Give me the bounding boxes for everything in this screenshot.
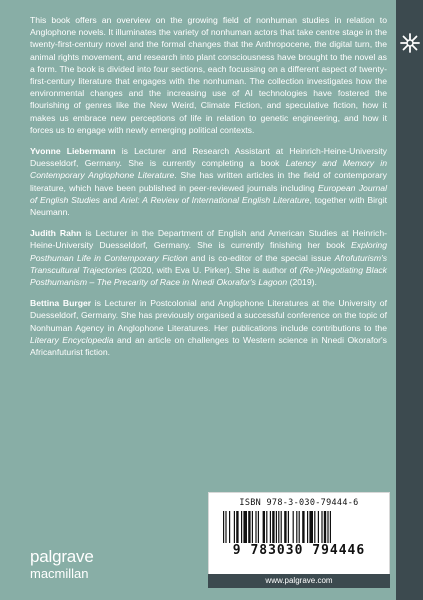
barcode-bar <box>318 511 319 543</box>
publisher-name-line1: palgrave <box>30 547 94 566</box>
barcode-bar <box>248 511 250 543</box>
barcode-bar <box>225 511 226 543</box>
barcode-digits: 9 783030 794446 <box>232 543 366 558</box>
barcode-bar <box>296 511 297 543</box>
barcode-bars <box>223 511 375 543</box>
barcode-bar <box>234 511 235 543</box>
barcode-bar <box>309 511 313 543</box>
publisher-logo <box>30 548 94 581</box>
palgrave-star-icon <box>396 30 423 58</box>
barcode-bar <box>266 511 267 543</box>
barcode-bar <box>258 511 259 543</box>
barcode-bar <box>288 511 289 543</box>
barcode-bar <box>293 511 294 543</box>
bio-liebermann: Yvonne Liebermann is Lecturer and Research Assistant at Heinrich-Heine-University Duesseldorf, Germany. She is currently completing a book Latency and Memory in Contemporary Anglophone Literature. She has written articles in the field of contemporary literature, which have been published in peer-reviewed journals including European Journal of English Studies and Ariel: A Review of International English Literature, together with Birgit Neumann. <box>30 146 388 218</box>
isbn-barcode <box>208 492 390 576</box>
barcode-bar <box>223 511 224 543</box>
barcode-bar <box>302 511 304 543</box>
barcode-bar <box>270 511 271 543</box>
publisher-name-line2: macmillan <box>30 566 89 581</box>
isbn-label: ISBN 978-3-030-79444-6 <box>239 498 359 508</box>
barcode-bar <box>229 511 230 543</box>
book-description: This book offers an overview on the growing field of nonhuman studies in relation to Anglophone novels. It illuminates the variety of nonhuman actors that take centre stage in the twenty-first-century novel and the formal changes that the Anthropocene, the digital turn, the animal rights movement, and research into plant consciousness have brought to the novel as a form. The book is divided into four sections, each focussing on a different aspect of twenty-first-century literature that engages with the nonhuman. The collection investigates how the environmental changes and the increasing use of AI technologies have fostered the flourishing of genres like the New Weird, Climate Fiction, and speculative fiction, how it makes us embrace new perceptions of life in relation to genetic engineering, and how it forces us to engage with newly emerging political contexts. <box>30 15 387 135</box>
barcode-bar <box>324 511 326 543</box>
barcode-bar <box>299 511 300 543</box>
barcode-bar <box>330 511 331 543</box>
barcode-bar <box>307 511 308 543</box>
barcode-bar <box>272 511 274 543</box>
barcode-bar <box>255 511 256 543</box>
cover-text <box>30 14 387 367</box>
barcode-bar <box>327 511 328 543</box>
barcode-bar <box>236 511 238 543</box>
barcode-bar <box>276 511 277 543</box>
barcode-bar <box>243 511 247 543</box>
bio-burger: Bettina Burger is Lecturer in Postcolonial and Anglophone Literatures at the University of Duesseldorf, Germany. She has previously organised a successful conference on the topic of Nonhuman Agency in Anglophone Literatures. Her publications include contributions to the Literary Encyclopedia and an article on challenges to Western science in Nnedi Okorafor's Africanfuturist fiction. <box>30 298 387 358</box>
barcode-bar <box>321 511 322 543</box>
author-name: Yvonne Liebermann <box>30 146 116 157</box>
publisher-url[interactable]: www.palgrave.com <box>208 574 390 588</box>
barcode-bar <box>278 511 279 543</box>
barcode-bar <box>281 511 282 543</box>
barcode-bar <box>241 511 242 543</box>
barcode-bar <box>263 511 265 543</box>
barcode-bar <box>314 511 315 543</box>
barcode-bar <box>252 511 253 543</box>
barcode-bar <box>284 511 286 543</box>
bio-rahn: Judith Rahn is Lecturer in the Department of English and American Studies at Heinrich-Heine-University Duesseldorf, Germany. She is currently finishing her book Exploring Posthuman Life in Contemporary Fiction and is co-editor of the special issue Afrofuturism's Transcultural Trajectories (2020, with Eva U. Pirker). She is author of (Re-)Negotiating Black Posthumanism – The Precarity of Race in Nnedi Okorafor's Lagoon (2019). <box>30 228 388 288</box>
author-name: Judith Rahn <box>30 228 82 239</box>
spine-bar <box>396 0 423 600</box>
author-name: Bettina Burger <box>30 298 92 309</box>
